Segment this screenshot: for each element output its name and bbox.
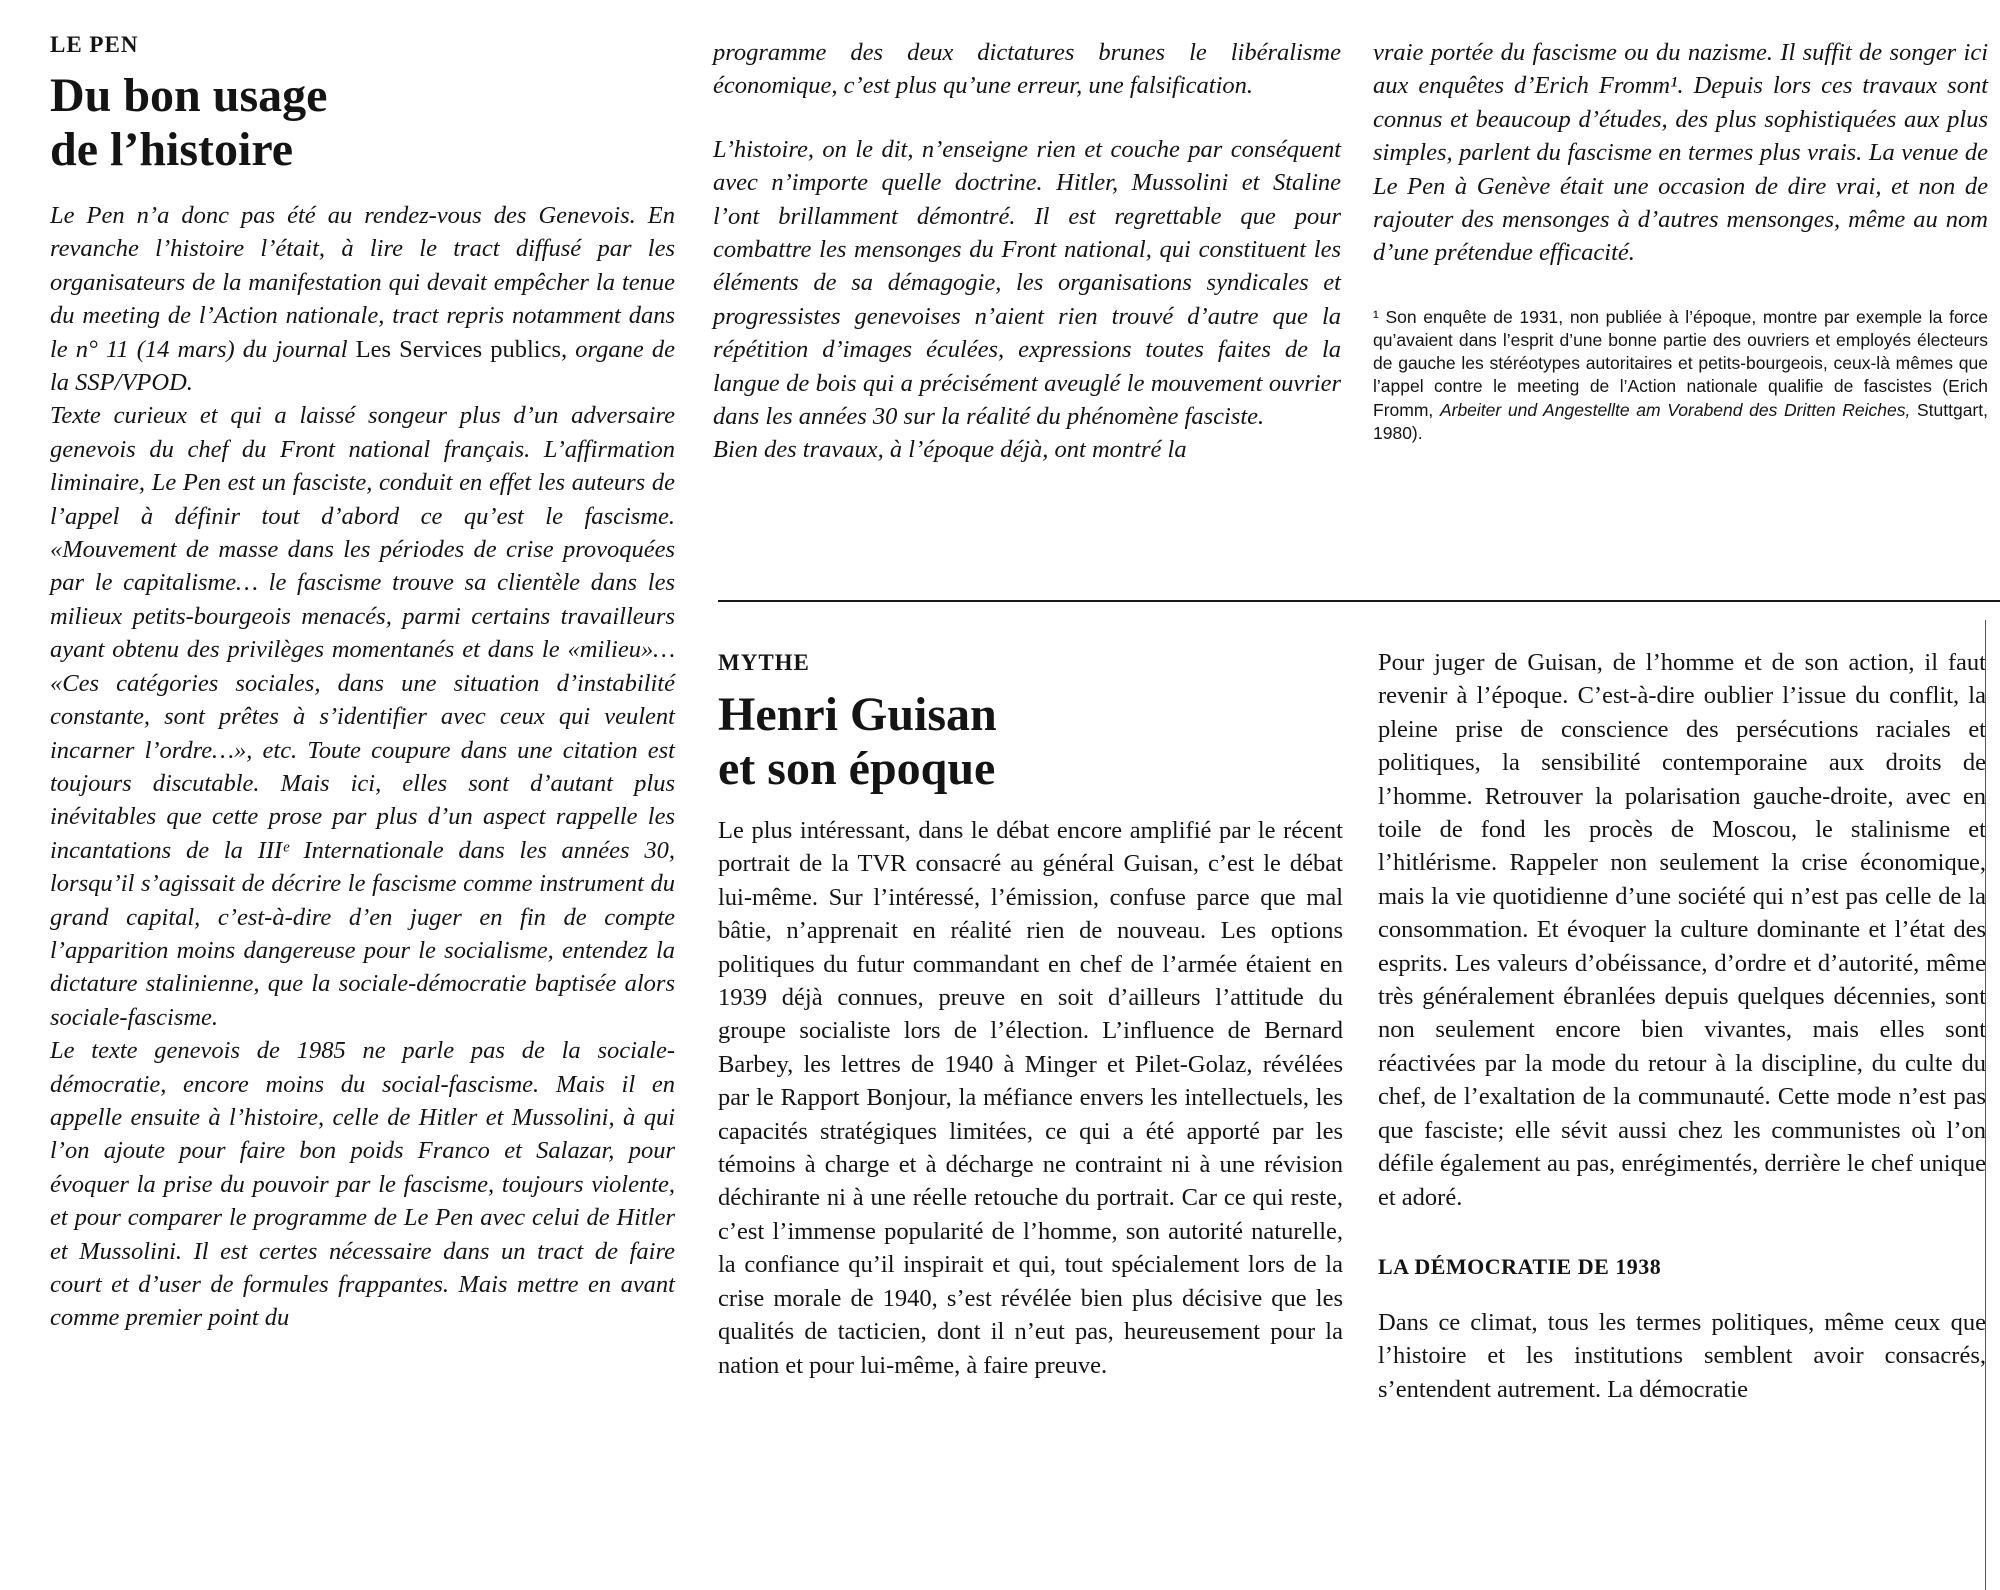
lepen-paragraph-1 <box>50 199 675 399</box>
column-2-bottom <box>718 648 1343 1382</box>
lepen-footnote-book: Arbeiter und Angestellte am Vorabend des Dritten Reiches, <box>1439 399 1911 420</box>
lepen-footnote-text: ¹ Son enquête de 1931, non publiée à l’époque, montre par exemple la force qu’avaient dans l’esprit d’une bonne partie des ouvriers et employés électeurs de gauche les stéréotypes autoritaires et petits-bourgeois, ceux-là mêmes que l’appel contre le meeting de l’Action nationale qualifie de fascistes (Erich Fromm, <box>1373 306 1988 420</box>
guisan-paragraph-3: Dans ce climat, tous les termes politiques, même ceux que l’histoire et les institutions semblent avoir consacrés, s’entendent autrement. La démocratie <box>1378 1308 1986 1403</box>
lepen-paragraph-4: programme des deux dictatures brunes le libéralisme économique, c’est plus qu’une erreur, une falsification. <box>713 39 1341 100</box>
lepen-body-col1 <box>50 199 675 1335</box>
column-3-top <box>1373 36 1988 445</box>
lepen-footnote <box>1373 306 1988 445</box>
column-1 <box>50 30 675 1335</box>
guisan-kicker: MYTHE <box>718 650 810 675</box>
guisan-headline-line1: Henri Guisan <box>718 688 997 741</box>
guisan-paragraph-1: Le plus intéressant, dans le débat encore amplifié par le récent portrait de la TVR consacré au général Guisan, c’est le débat lui-même. Sur l’intéressé, l’émission, confuse parce que mal bâtie, n’apprenait en réalité rien de nouveau. Les options politiques du futur commandant en chef de l’armée étaient en 1939 déjà connues, preuve en soit d’ailleurs l’attitude du groupe socialiste lors de l’élection. L’influence de Bernard Barbey, les lettres de 1940 à Minger et Pilet-Golaz, révélées par le Rapport Bonjour, la méfiance envers les intellectuels, les capacités stratégiques limitées, ce qui a été apporté par les témoins à charge et à décharge ne contraint ni à une révision déchirante ni à une réelle retouche du portrait. Car ce qui reste, c’est l’immense popularité de l’homme, son autorité naturelle, la confiance qu’il inspirait et qui, tout spécialement lors de la crise morale de 1940, s’est révélée bien plus décisive que les qualités de tacticien, dont il n’eut pas, heureusement pour la nation et pour lui-même, à faire preuve. <box>718 817 1343 1379</box>
lepen-footnote-end: Stuttgart, 1980). <box>1373 399 1988 443</box>
lepen-journal-title: Les Services publics, <box>355 335 568 363</box>
guisan-headline-line2: et son époque <box>718 742 996 795</box>
lepen-paragraph-5: L’histoire, on le dit, n’enseigne rien et couche par conséquent avec n’importe quelle doctrine. Hitler, Mussolini et Staline l’ont brillamment démontré. Il est regrettable que pour combattre les mensonges du Front national, qui constituent les éléments de sa démagogie, les organisations syndicales et progressistes genevoises n’aient rien trouvé d’autre que la répétition d’images éculées, expressions toutes faites de la langue de bois qui a précisément aveuglé le mouvement ouvrier dans les années 30 sur la réalité du phénomène fasciste. <box>713 135 1341 431</box>
lepen-paragraph-6: Bien des travaux, à l’époque déjà, ont montré la <box>713 436 1187 464</box>
lepen-headline-line2: de l’histoire <box>50 123 294 176</box>
lepen-kicker: LE PEN <box>50 32 139 57</box>
lepen-headline-line1: Du bon usage <box>50 69 328 122</box>
lepen-paragraph-2: Texte curieux et qui a laissé songeur plus d’un adversaire genevois du chef du Front national français. L’affirmation liminaire, Le Pen est un fasciste, conduit en effet les auteurs de l’appel à définir tout d’abord ce qu’est le fascisme. «Mouvement de masse dans les périodes de crise provoquées par le capitalisme… le fascisme trouve sa clientèle dans les milieux petits-bourgeois menacés, parmi certains travailleurs ayant obtenu des privilèges momentanés et dans le «milieu»… «Ces catégories sociales, dans une situation d’instabilité constante, sont prêtes à s’identifier avec ceux qui veulent incarner l’ordre…», etc. Toute coupure dans une citation est toujours discutable. Mais ici, elles sont d’autant plus inévitables que cette prose par plus d’un aspect rappelle les incantations de la IIIᵉ Internationale dans les années 30, lorsqu’il s’agissait de décrire le fascisme comme instrument du grand capital, c’est-à-dire d’en juger en fin de compte l’apparition moins dangereuse pour le socialisme, entendez la dictature stalinienne, que la sociale-démocratie baptisée alors sociale-fascisme. <box>50 402 675 1031</box>
column-2-top <box>713 36 1341 467</box>
lepen-paragraph-1-end: organe de la SSP/VPOD. <box>50 335 675 397</box>
guisan-headline <box>718 688 1343 796</box>
guisan-subhead: LA DÉMOCRATIE DE 1938 <box>1378 1253 1662 1279</box>
guisan-paragraph-2: Pour juger de Guisan, de l’homme et de son action, il faut revenir à l’époque. C’est-à-dire oublier l’issue du conflit, la pleine prise de conscience des persécutions raciales et politiques, la sensibilité contemporaine aux droits de l’homme. Retrouver la polarisation gauche-droite, avec en toile de fond les procès de Moscou, le stalinisme et l’hitlérisme. Rappeler non seulement la crise économique, mais la vie quotidienne d’une société qui n’est pas celle de la consommation. Et évoquer la culture dominante et l’état des esprits. Les valeurs d’obéissance, d’ordre et d’autorité, même très généralement ébranlées depuis quelques décennies, sont non seulement encore bien vivantes, mais elles sont réactivées par la mode du retour à la discipline, du culte du chef, de l’exaltation de la communauté. Cette mode n’est pas que fasciste; elle sévit aussi chez les communistes où l’on défile également au pas, enrégimentés, derrière le chef unique et adoré. <box>1378 649 1986 1211</box>
column-3-bottom <box>1378 646 1986 1406</box>
article-divider <box>718 600 2000 602</box>
lepen-paragraph-1-text: Le Pen n’a donc pas été au rendez-vous des Genevois. En revanche l’histoire l’était, à lire le tract diffusé par les organisateurs de la manifestation qui devait empêcher la tenue du meeting de l’Action nationale, tract repris notamment dans le n° 11 (14 mars) du journal <box>50 202 675 363</box>
lepen-paragraph-3: Le texte genevois de 1985 ne parle pas de la sociale-démocratie, encore moins du social-fascisme. Mais il en appelle ensuite à l’histoire, celle de Hitler et Mussolini, à qui l’on ajoute pour faire bon poids Franco et Salazar, pour évoquer la prise du pouvoir par le fascisme, toujours violente, et pour comparer le programme de Le Pen avec celui de Hitler et Mussolini. Il est certes nécessaire dans un tract de faire court et d’user de formules frappantes. Mais mettre en avant comme premier point du <box>50 1037 675 1332</box>
lepen-headline <box>50 69 675 177</box>
lepen-paragraph-7: vraie portée du fascisme ou du nazisme. Il suffit de songer ici aux enquêtes d’Erich Fromm¹. Depuis lors ces travaux sont connus et beaucoup d’études, des plus sophistiquées aux plus simples, parlent du fascisme en termes plus vrais. La venue de Le Pen à Genève était une occasion de dire vrai, et non de rajouter des mensonges à d’autres mensonges, même au nom d’une prétendue efficacité. <box>1373 39 1988 267</box>
page-edge <box>1985 620 1986 1590</box>
